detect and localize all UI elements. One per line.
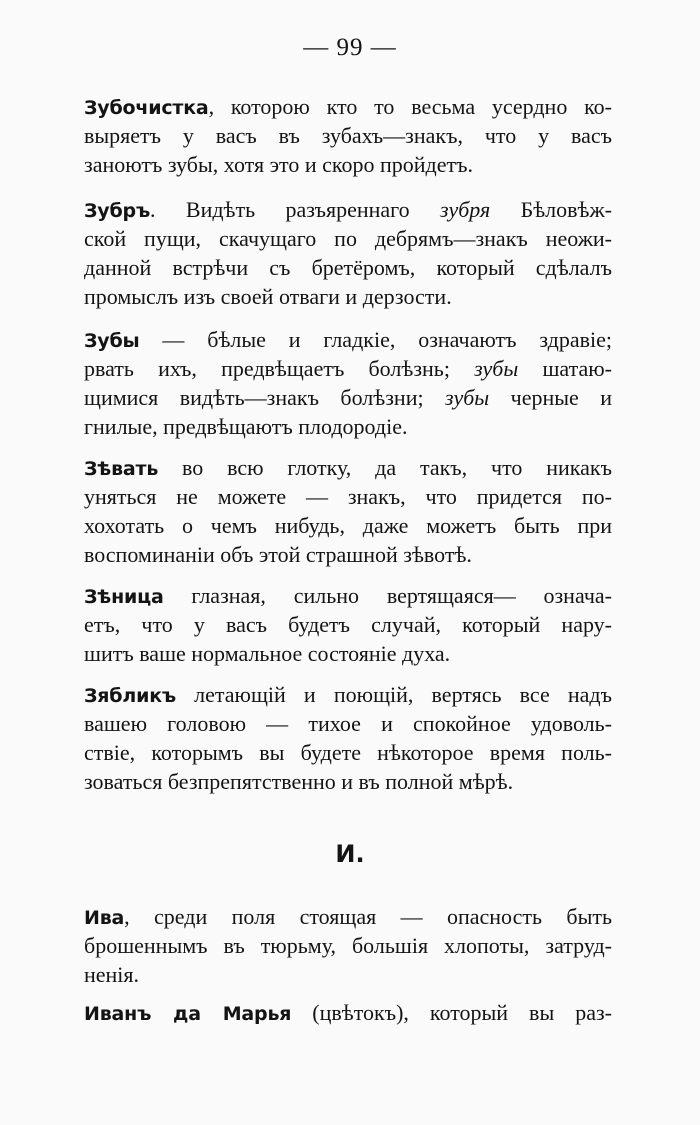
entry-text: глазная, сильно вертящаяся— означа- xyxy=(163,583,612,608)
italic-term: зубы xyxy=(474,356,519,381)
entry-text: уняться не можете — знакъ, что придется по- xyxy=(84,484,612,509)
text-line xyxy=(84,709,612,738)
text-line xyxy=(84,960,612,989)
text-line xyxy=(84,610,612,639)
entry-headword: Иванъ да Марья xyxy=(84,1003,292,1025)
text-line xyxy=(84,253,612,282)
entry-text: данной встрѣчи съ бретёромъ, который сдѣлалъ xyxy=(84,255,612,280)
entry-headword: Ива xyxy=(84,907,125,929)
entry-text: во всю глотку, да такъ, что никакъ xyxy=(158,455,612,480)
text-line xyxy=(84,412,612,441)
text-line xyxy=(84,121,612,150)
entry-headword: Зѣвать xyxy=(84,458,159,480)
entry-text: промыслъ изъ своей отваги и дерзости. xyxy=(84,284,452,309)
dictionary-entry xyxy=(84,680,612,796)
dictionary-entry xyxy=(84,325,612,441)
entry-text: вашею головою — тихое и спокойное удоволь- xyxy=(84,711,612,736)
text-line xyxy=(84,453,612,482)
entry-text: ствіе, которымъ вы будете нѣкоторое время поль- xyxy=(84,740,612,765)
page-number: — 99 — xyxy=(303,34,397,61)
text-line xyxy=(84,540,612,569)
entry-text: рвать ихъ, предвѣщаетъ болѣзнь; xyxy=(84,356,475,381)
text-line xyxy=(84,354,612,383)
entry-headword: Зубръ xyxy=(84,200,151,222)
entry-text: щимися видѣть—знакъ болѣзни; xyxy=(84,385,446,410)
entry-headword: Зѣница xyxy=(84,586,164,608)
entry-headword: Зубы xyxy=(84,330,140,352)
text-line xyxy=(84,998,612,1027)
dictionary-entry xyxy=(84,453,612,569)
entry-text: гнилые, предвѣщаютъ плодородіе. xyxy=(84,414,408,439)
entry-text: шатаю- xyxy=(518,356,612,381)
entry-text: — бѣлые и гладкіе, означаютъ здравіе; xyxy=(139,327,612,352)
dictionary-entry xyxy=(84,998,612,1027)
text-line xyxy=(84,195,612,224)
entry-headword: Зябликъ xyxy=(84,685,176,707)
entry-text: хохотать о чемъ нибудь, даже можетъ быть при xyxy=(84,513,612,538)
entry-text: воспоминаніи объ этой страшной зѣвотѣ. xyxy=(84,542,472,567)
text-line xyxy=(84,581,612,610)
text-line xyxy=(84,767,612,796)
dictionary-entry xyxy=(84,92,612,179)
entry-text: ской пущи, скачущаго по дебрямъ—знакъ неожи- xyxy=(84,226,612,251)
text-line xyxy=(84,92,612,121)
italic-term: зубы xyxy=(445,385,490,410)
text-line xyxy=(84,902,612,931)
text-line xyxy=(84,511,612,540)
entry-text: (цвѣтокъ), который вы раз- xyxy=(291,1000,612,1025)
text-line xyxy=(84,224,612,253)
entry-text: , среди поля стоящая — опасность быть xyxy=(124,904,612,929)
entry-text: выряетъ у васъ въ зубахъ—знакъ, что у васъ xyxy=(84,123,612,148)
section-letter-heading: И. xyxy=(335,840,365,868)
entry-text: , которою кто то весьма усердно ко- xyxy=(208,94,612,119)
entry-text: етъ, что у васъ будетъ случай, который нару- xyxy=(84,612,612,637)
dictionary-entry xyxy=(84,581,612,668)
text-line xyxy=(84,383,612,412)
entry-text: зоваться безпрепятственно и въ полной мѣрѣ. xyxy=(84,769,514,794)
text-line xyxy=(84,150,612,179)
text-line xyxy=(84,931,612,960)
entry-text: Бѣловѣж- xyxy=(490,197,613,222)
text-line xyxy=(84,325,612,354)
entry-text: шитъ ваше нормальное состояніе духа. xyxy=(84,641,451,666)
entry-text: . Видѣть разъяреннаго xyxy=(150,197,441,222)
entry-text: черные и xyxy=(489,385,612,410)
italic-term: зубря xyxy=(440,197,491,222)
text-line xyxy=(84,482,612,511)
entry-text: заноютъ зубы, хотя это и скоро пройдетъ. xyxy=(84,152,473,177)
text-line xyxy=(84,680,612,709)
entry-headword: Зубочистка xyxy=(84,97,209,119)
text-line xyxy=(84,282,612,311)
dictionary-entry xyxy=(84,902,612,989)
dictionary-entry xyxy=(84,195,612,311)
text-line xyxy=(84,738,612,767)
text-line xyxy=(84,639,612,668)
entry-text: ненія. xyxy=(84,962,140,987)
entry-text: летающій и поющій, вертясь все надъ xyxy=(175,682,612,707)
entry-text: брошеннымъ въ тюрьму, большія хлопоты, затруд- xyxy=(84,933,612,958)
